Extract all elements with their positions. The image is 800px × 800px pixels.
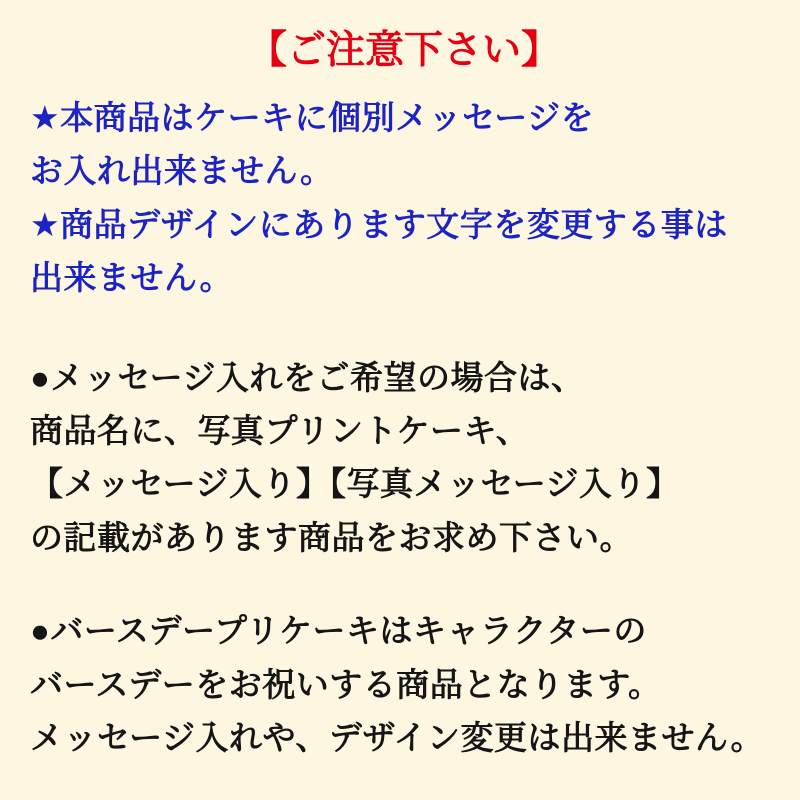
warning-block (30, 91, 778, 305)
warning-line-2: お入れ出来ません。 (30, 152, 334, 190)
message-line-1: ●メッセージ入れをご希望の場合は、 (30, 358, 585, 396)
message-line-4: の記載があります商品をお求め下さい。 (30, 518, 633, 556)
birthday-line-1: ●バースデープリケーキはキャラクターの (30, 612, 647, 650)
message-block (30, 351, 778, 565)
birthday-line-3: メッセージ入れや、デザイン変更は出来ません。 (30, 719, 765, 757)
warning-line-4: 出来ません。 (30, 259, 233, 297)
warning-line-1: ★本商品はケーキに個別メッセージを (30, 98, 595, 136)
spacer-2 (30, 564, 778, 604)
message-line-3: 【メッセージ入り】【写真メッセージ入り】 (30, 465, 680, 503)
message-line-2: 商品名に、写真プリントケーキ、 (30, 411, 530, 449)
spacer-1 (30, 305, 778, 351)
birthday-line-2: バースデーをお祝いする商品となります。 (30, 665, 662, 703)
warning-line-3: ★商品デザインにあります文字を変更する事は (30, 205, 728, 243)
birthday-block (30, 604, 778, 764)
page-title: 【ご注意下さい】 (247, 29, 560, 72)
